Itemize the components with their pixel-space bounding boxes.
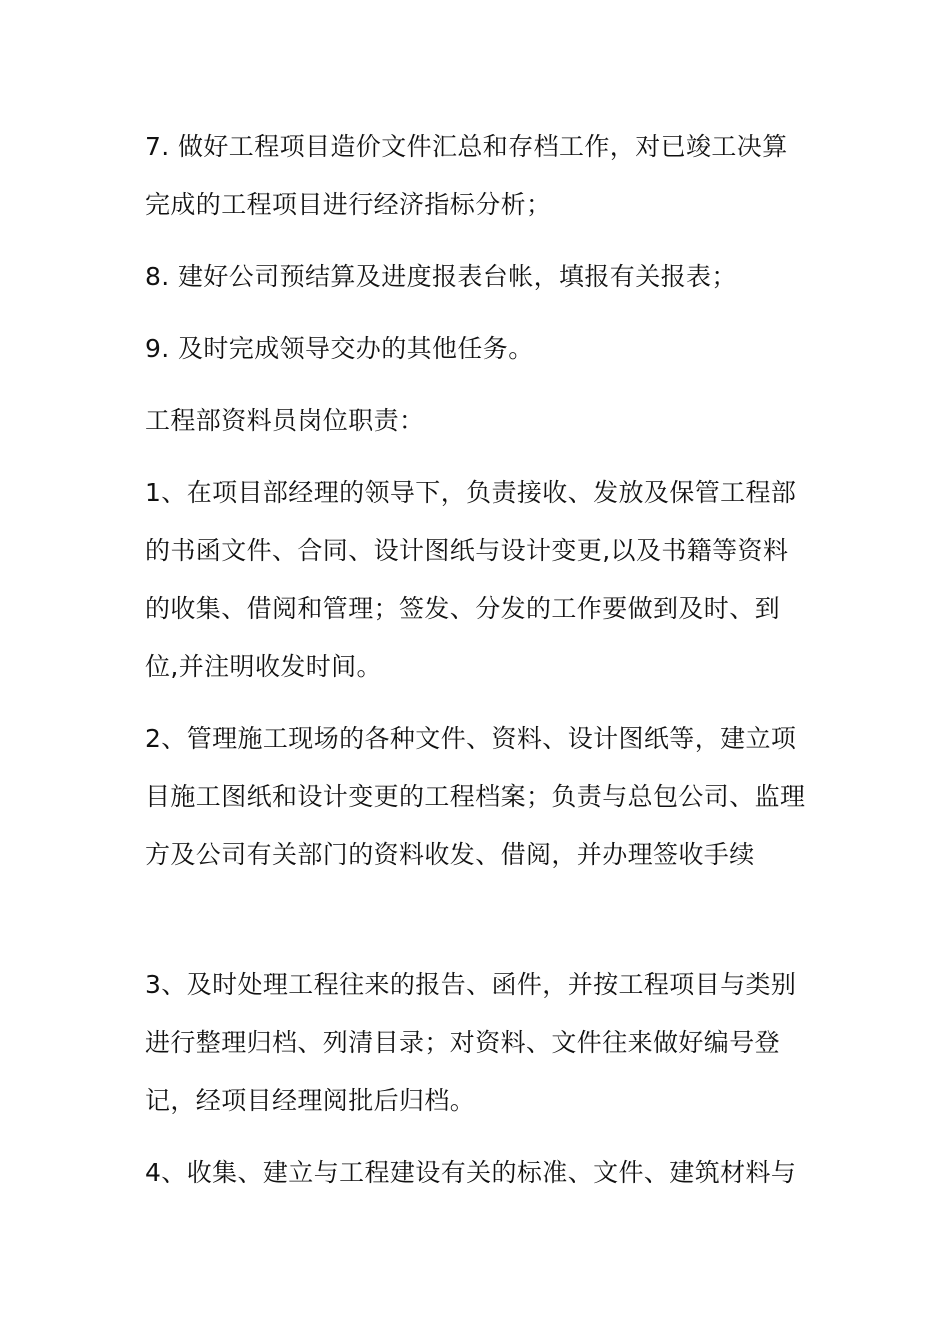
duty-item-3: 3、及时处理工程往来的报告、函件，并按工程项目与类别进行整理归档、列清目录；对资料、文件往来做好编号登记，经项目经理阅批后归档。 (145, 970, 797, 1115)
paragraph-item-9: 9. 及时完成领导交办的其他任务。 (145, 334, 534, 363)
document-body (145, 118, 810, 1216)
paragraph-item-7: 7. 做好工程项目造价文件汇总和存档工作，对已竣工决算完成的工程项目进行经济指标分析； (145, 132, 788, 219)
section-heading: 工程部资料员岗位职责： (145, 406, 425, 435)
duty-item-4: 4、收集、建立与工程建设有关的标准、文件、建筑材料与 (145, 1158, 797, 1187)
paragraph-item-8: 8. 建好公司预结算及进度报表台帐，填报有关报表； (145, 262, 737, 291)
duty-item-2: 2、管理施工现场的各种文件、资料、设计图纸等，建立项目施工图纸和设计变更的工程档案；负责与总包公司、监理方及公司有关部门的资料收发、借阅，并办理签收手续 (145, 724, 806, 869)
duty-item-1: 1、在项目部经理的领导下，负责接收、发放及保管工程部的书函文件、合同、设计图纸与设计变更,以及书籍等资料的收集、借阅和管理；签发、分发的工作要做到及时、到位,并注明收发时间。 (145, 478, 797, 681)
